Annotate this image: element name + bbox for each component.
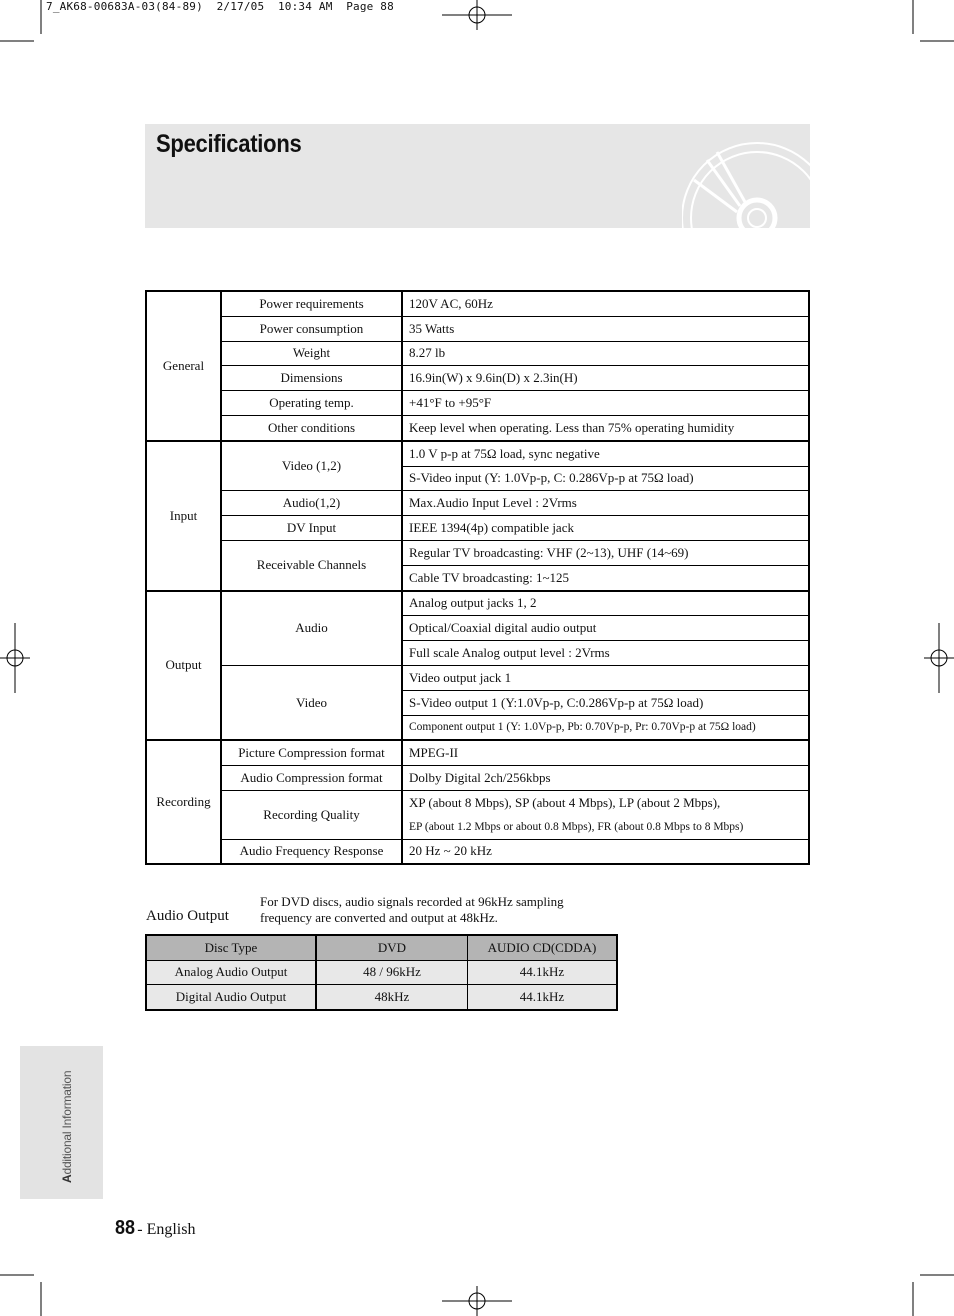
value-cell: +41°F to +95°F	[402, 391, 809, 416]
value-cell: 35 Watts	[402, 316, 809, 341]
table-row	[146, 491, 809, 516]
table-cell: 44.1kHz	[468, 960, 618, 985]
audio-output-heading: Audio Output	[146, 908, 229, 924]
table-row	[146, 415, 809, 440]
page-number-value: 88	[115, 1217, 136, 1239]
value-cell: Cable TV broadcasting: 1~125	[402, 565, 809, 590]
item-cell: Audio	[221, 591, 402, 666]
table-row	[146, 316, 809, 341]
header-cell: Disc Type	[146, 935, 316, 960]
header-cell: AUDIO CD(CDDA)	[468, 935, 618, 960]
item-cell: Other conditions	[221, 415, 402, 440]
item-cell: Audio Compression format	[221, 766, 402, 791]
table-row	[146, 960, 617, 985]
table-header-row	[146, 935, 617, 960]
category-cell: Input	[146, 441, 221, 591]
item-cell: Receivable Channels	[221, 540, 402, 590]
item-cell: Video	[221, 665, 402, 740]
table-row	[146, 766, 809, 791]
table-row	[146, 740, 809, 765]
table-row	[146, 391, 809, 416]
value-cell: 16.9in(W) x 9.6in(D) x 2.3in(H)	[402, 366, 809, 391]
table-row	[146, 839, 809, 864]
table-row	[146, 291, 809, 316]
table-row	[146, 441, 809, 466]
item-cell: Recording Quality	[221, 790, 402, 839]
table-cell: 48kHz	[316, 985, 468, 1010]
value-cell: Optical/Coaxial digital audio output	[402, 616, 809, 641]
value-cell: MPEG-II	[402, 740, 809, 765]
value-cell: IEEE 1394(4p) compatible jack	[402, 516, 809, 541]
category-cell: Output	[146, 591, 221, 741]
value-cell: Component output 1 (Y: 1.0Vp-p, Pb: 0.70Vp-p, Pr: 0.70Vp-p at 75Ω load)	[402, 715, 809, 740]
table-row	[146, 665, 809, 690]
item-cell: Audio Frequency Response	[221, 839, 402, 864]
value-cell: 120V AC, 60Hz	[402, 291, 809, 316]
value-cell: Dolby Digital 2ch/256kbps	[402, 766, 809, 791]
value-cell: XP (about 8 Mbps), SP (about 4 Mbps), LP (about 2 Mbps),	[402, 790, 809, 814]
value-cell: S-Video output 1 (Y:1.0Vp-p, C:0.286Vp-p at 75Ω load)	[402, 690, 809, 715]
table-row	[146, 790, 809, 814]
section-side-label	[60, 1071, 74, 1183]
table-row	[146, 366, 809, 391]
table-row	[146, 516, 809, 541]
header-band	[145, 124, 810, 228]
specifications-table	[145, 290, 810, 865]
page-language: - English	[137, 1221, 196, 1238]
table-row	[146, 341, 809, 366]
item-cell: DV Input	[221, 516, 402, 541]
page-number	[115, 1217, 195, 1240]
value-cell: Keep level when operating. Less than 75% operating humidity	[402, 415, 809, 440]
item-cell: Dimensions	[221, 366, 402, 391]
section-side-label-rest: dditional Information	[60, 1070, 74, 1175]
print-slug: 7_AK68-00683A-03(84-89) 2/17/05 10:34 AM Page 88	[46, 0, 394, 13]
item-cell: Power consumption	[221, 316, 402, 341]
item-cell: Weight	[221, 341, 402, 366]
value-cell: Max.Audio Input Level : 2Vrms	[402, 491, 809, 516]
value-cell: Video output jack 1	[402, 665, 809, 690]
value-cell: S-Video input (Y: 1.0Vp-p, C: 0.286Vp-p at 75Ω load)	[402, 466, 809, 491]
disc-icon	[682, 140, 810, 228]
table-cell: Digital Audio Output	[146, 985, 316, 1010]
item-cell: Audio(1,2)	[221, 491, 402, 516]
table-cell: Analog Audio Output	[146, 960, 316, 985]
page-title: Specifications	[156, 130, 302, 158]
value-cell: Analog output jacks 1, 2	[402, 591, 809, 616]
table-row	[146, 591, 809, 616]
category-cell: Recording	[146, 740, 221, 864]
section-side-label-initial: A	[60, 1174, 74, 1183]
item-cell: Picture Compression format	[221, 740, 402, 765]
category-cell: General	[146, 291, 221, 441]
item-cell: Power requirements	[221, 291, 402, 316]
audio-output-table	[145, 934, 618, 1011]
item-cell: Video (1,2)	[221, 441, 402, 491]
table-cell: 44.1kHz	[468, 985, 618, 1010]
item-cell: Operating temp.	[221, 391, 402, 416]
value-cell: 8.27 lb	[402, 341, 809, 366]
table-cell: 48 / 96kHz	[316, 960, 468, 985]
value-cell: 20 Hz ~ 20 kHz	[402, 839, 809, 864]
table-row	[146, 985, 617, 1010]
audio-output-note: For DVD discs, audio signals recorded at 96kHz sampling frequency are converted and output at 48kHz.	[260, 894, 564, 925]
value-cell: Regular TV broadcasting: VHF (2~13), UHF (14~69)	[402, 540, 809, 565]
header-cell: DVD	[316, 935, 468, 960]
table-row	[146, 540, 809, 565]
value-cell: 1.0 V p-p at 75Ω load, sync negative	[402, 441, 809, 466]
value-cell: EP (about 1.2 Mbps or about 0.8 Mbps), FR (about 0.8 Mbps to 8 Mbps)	[402, 815, 809, 839]
value-cell: Full scale Analog output level : 2Vrms	[402, 641, 809, 666]
